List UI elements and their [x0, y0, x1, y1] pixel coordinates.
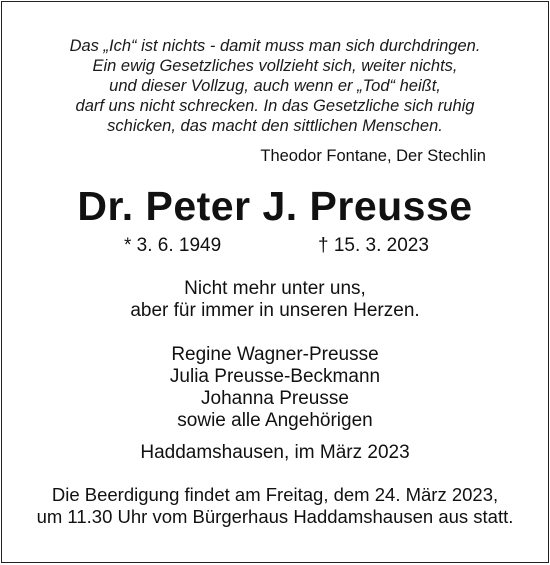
funeral-info — [2, 484, 548, 528]
quote-attribution: Theodor Fontane, Der Stechlin — [260, 147, 486, 165]
deceased-name: Dr. Peter J. Preusse — [77, 183, 473, 229]
quote-line: und dieser Vollzug, auch wenn er „Tod“ heißt, — [109, 77, 441, 95]
family-list — [2, 344, 548, 432]
mourning-line: Nicht mehr unter uns, — [184, 278, 366, 299]
mourning-text — [2, 278, 548, 322]
family-member: sowie alle Angehörigen — [177, 410, 373, 431]
mourning-line: aber für immer in unseren Herzen. — [130, 300, 420, 321]
family-member: Julia Preusse-Beckmann — [169, 366, 381, 387]
funeral-line: um 11.30 Uhr vom Bürgerhaus Haddamshausen aus statt. — [36, 506, 514, 527]
family-member: Regine Wagner-Preusse — [171, 344, 379, 365]
family-member: Johanna Preusse — [201, 388, 349, 409]
quote-block — [2, 36, 548, 136]
quote-line: schicken, das macht den sittlichen Menschen. — [107, 117, 443, 135]
quote-line: Das „Ich“ ist nichts - damit muss man sich durchdringen. — [69, 37, 481, 55]
death-date: † 15. 3. 2023 — [318, 235, 429, 256]
birth-date: * 3. 6. 1949 — [124, 235, 222, 256]
obituary-card — [1, 1, 549, 563]
quote-line: Ein ewig Gesetzliches vollzieht sich, weiter nichts, — [92, 57, 458, 75]
funeral-line: Die Beerdigung findet am Freitag, dem 24. März 2023, — [51, 484, 499, 505]
place-date: Haddamshausen, im März 2023 — [140, 442, 410, 463]
quote-line: darf uns nicht schrecken. In das Gesetzliche sich ruhig — [75, 97, 475, 115]
